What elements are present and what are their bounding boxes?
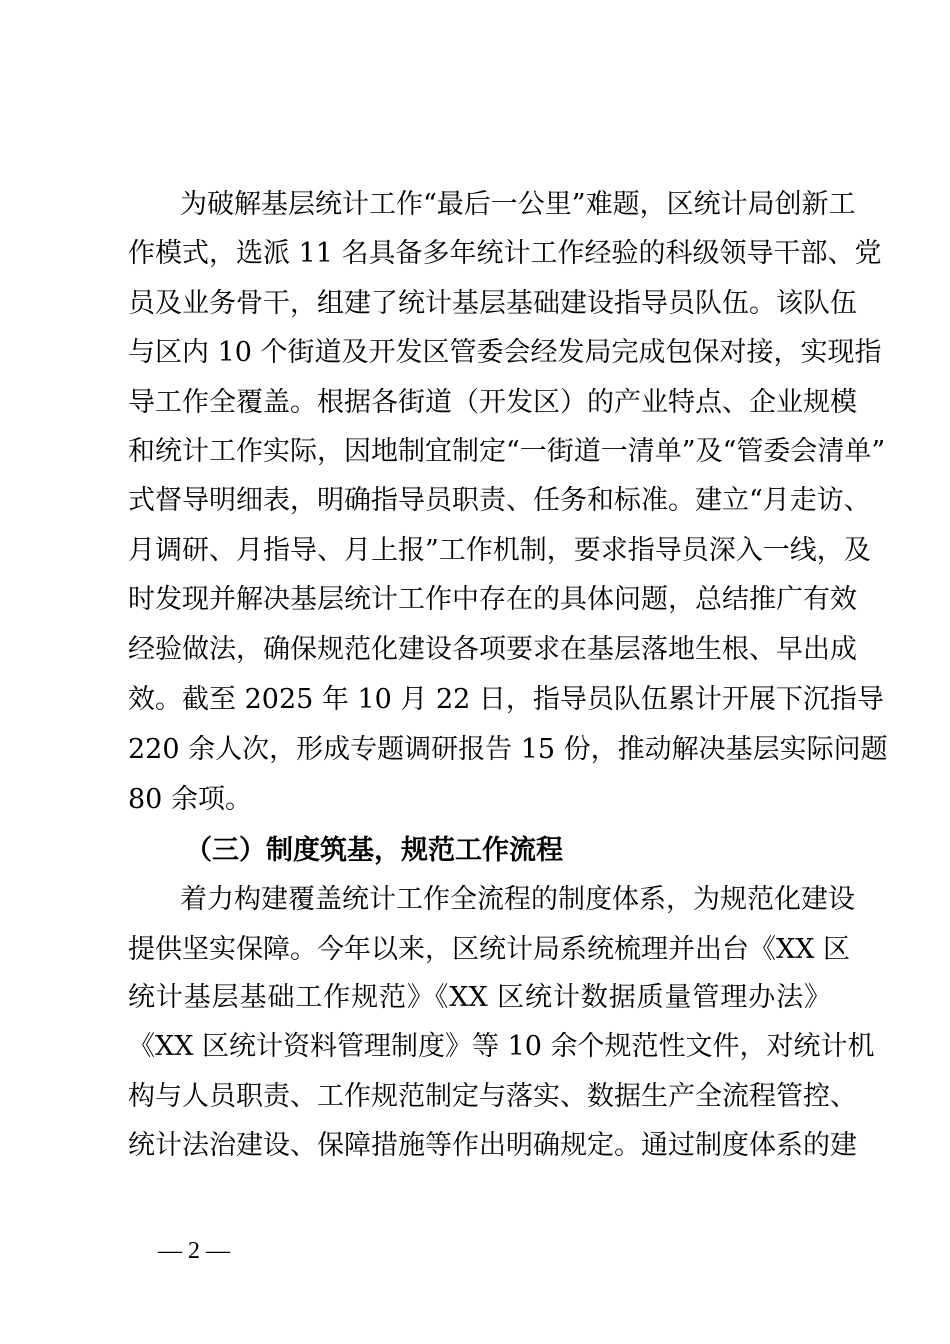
text-line: 构与人员职责、工作规范制定与落实、数据生产全流程管控、 <box>128 1081 857 1112</box>
text-line: 经验做法，确保规范化建设各项要求在基层落地生根、早出成 <box>128 634 857 665</box>
text-line: 着力构建覆盖统计工作全流程的制度体系，为规范化建设 <box>180 884 855 915</box>
text-line: 员及业务骨干，组建了统计基层基础建设指导员队伍。该队伍 <box>128 288 857 319</box>
text-line: 《XX 区统计资料管理制度》等 10 余个规范性文件，对统计机 <box>128 1031 875 1062</box>
text-line: 式督导明细表，明确指导员职责、任务和标准。建立“月走访、 <box>128 485 871 516</box>
section-heading: （三）制度筑基，规范工作流程 <box>185 835 563 866</box>
text-line: 月调研、月指导、月上报”工作机制，要求指导员深入一线，及 <box>128 535 871 566</box>
text-line: 和统计工作实际，因地制宜制定“一街道一清单”及“管委会清单” <box>128 436 886 467</box>
text-line: 作模式，选派 11 名具备多年统计工作经验的科级领导干部、党 <box>128 238 882 269</box>
text-line: 导工作全覆盖。根据各街道（开发区）的产业特点、企业规模 <box>128 387 857 418</box>
text-line: 统计法治建设、保障措施等作出明确规定。通过制度体系的建 <box>128 1130 857 1161</box>
text-line: 为破解基层统计工作“最后一公里”难题，区统计局创新工 <box>180 189 856 220</box>
text-line: 与区内 10 个街道及开发区管委会经发局完成包保对接，实现指 <box>128 337 882 368</box>
page-number: — 2 — <box>158 1238 230 1264</box>
text-line: 提供坚实保障。今年以来，区统计局系统梳理并出台《XX 区 <box>128 934 851 965</box>
text-line: 效。截至 2025 年 10 月 22 日，指导员队伍累计开展下沉指导 <box>128 684 884 715</box>
text-line: 80 余项。 <box>128 784 252 815</box>
text-line: 220 余人次，形成专题调研报告 15 份，推动解决基层实际问题 <box>128 734 888 765</box>
text-line: 时发现并解决基层统计工作中存在的具体问题，总结推广有效 <box>128 584 857 615</box>
text-line: 统计基层基础工作规范》《XX 区统计数据质量管理办法》 <box>128 982 831 1013</box>
